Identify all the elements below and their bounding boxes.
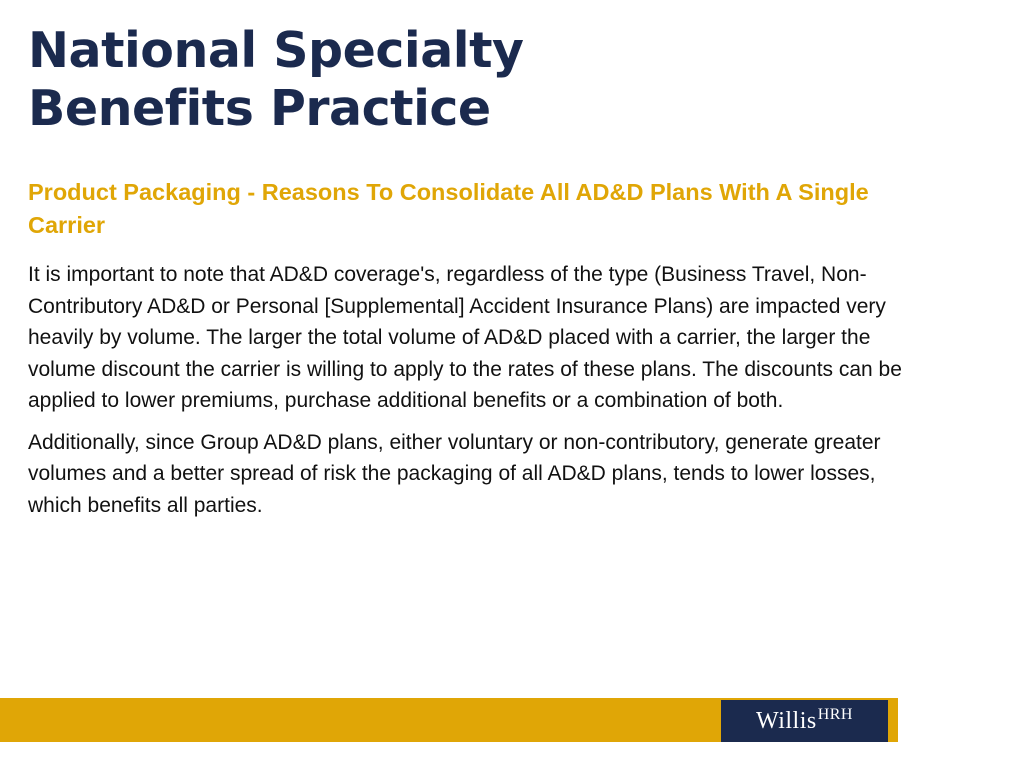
- slide-subtitle: Product Packaging - Reasons To Consolidate All AD&D Plans With A Single Carrier: [28, 179, 869, 238]
- logo-word: Willis: [756, 707, 817, 734]
- slide-title-line-2: Benefits Practice: [28, 80, 491, 137]
- slide-title: [28, 22, 523, 138]
- willis-hrh-logo: [721, 700, 888, 742]
- slide-body: [28, 259, 908, 531]
- slide-title-line-1: National Specialty: [28, 22, 524, 79]
- logo-suffix: HRH: [817, 706, 853, 723]
- body-paragraph-1: It is important to note that AD&D coverage's, regardless of the type (Business Travel, Non-Contributory AD&D or Personal [Supplemental] Accident Insurance Plans) are impacted very heavily by volume. The larger the total volume of AD&D placed with a carrier, the larger the volume discount the carrier is willing to apply to the rates of these plans. The discounts can be applied to lower premiums, purchase additional benefits or a combination of both.: [28, 263, 902, 412]
- body-paragraph-2: Additionally, since Group AD&D plans, either voluntary or non-contributory, generate greater volumes and a better spread of risk the packaging of all AD&D plans, tends to lower losses, which benefits all parties.: [28, 430, 881, 517]
